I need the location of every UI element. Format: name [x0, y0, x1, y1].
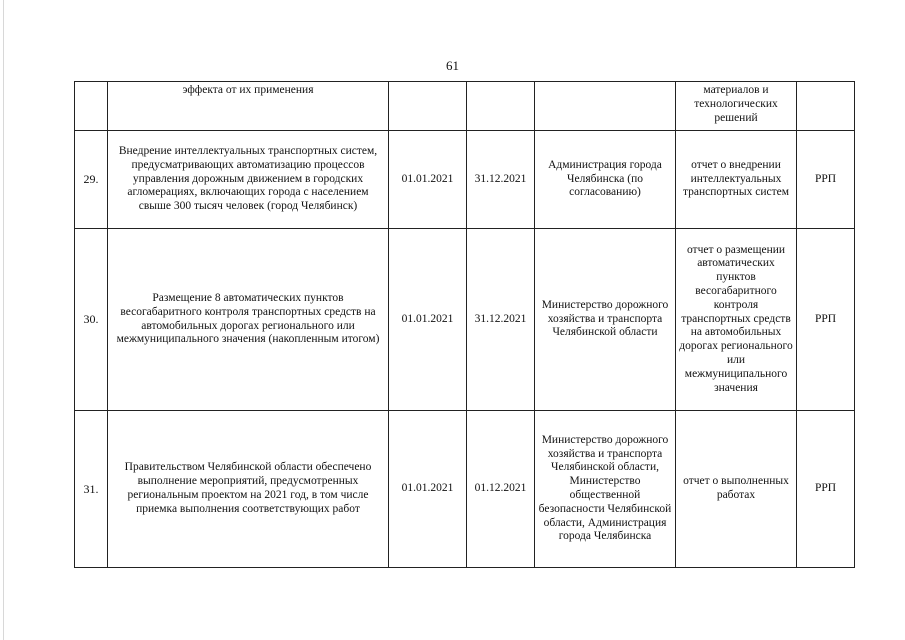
- cell-measure: Внедрение интеллектуальных транспортных систем, предусматривающих автоматизацию процессов управления дорожным движением в городских агломерациях, включающих города с населением свыше 300 тысяч человек (город Челябинск): [108, 131, 389, 229]
- page-edge: [3, 0, 4, 640]
- cell-num: [75, 82, 108, 131]
- cell-level: РРП: [797, 229, 855, 411]
- cell-responsible: Министерство дорожного хозяйства и транспорта Челябинской области: [535, 229, 676, 411]
- cell-measure: Правительством Челябинской области обеспечено выполнение мероприятий, предусмотренных региональным проектом на 2021 год, в том числе приемка выполнения соответствующих работ: [108, 411, 389, 568]
- cell-start: 01.01.2021: [389, 131, 467, 229]
- cell-num: 31.: [75, 411, 108, 568]
- cell-end: 31.12.2021: [467, 131, 535, 229]
- cell-level: РРП: [797, 131, 855, 229]
- cell-end: 31.12.2021: [467, 229, 535, 411]
- cell-start: 01.01.2021: [389, 411, 467, 568]
- page-number: 61: [446, 58, 459, 73]
- cell-responsible: Министерство дорожного хозяйства и транспорта Челябинской области, Министерство общественной безопасности Челябинской области, Администрация города Челябинска: [535, 411, 676, 568]
- table-row-continuation: [75, 82, 855, 131]
- cell-responsible: Администрация города Челябинска (по согласованию): [535, 131, 676, 229]
- cell-end: [467, 82, 535, 131]
- cell-num: 30.: [75, 229, 108, 411]
- cell-start: 01.01.2021: [389, 229, 467, 411]
- cell-num: 29.: [75, 131, 108, 229]
- table-row: [75, 229, 855, 411]
- cell-measure: Размещение 8 автоматических пунктов весогабаритного контроля транспортных средств на автомобильных дорогах регионального или межмуниципального значения (накопленным итогом): [108, 229, 389, 411]
- measures-table: [74, 81, 855, 568]
- cell-report: отчет о внедрении интеллектуальных транспортных систем: [676, 131, 797, 229]
- cell-responsible: [535, 82, 676, 131]
- cell-report: отчет о размещении автоматических пунктов весогабаритного контроля транспортных средств на автомобильных дорогах регионального или межмуниципального значения: [676, 229, 797, 411]
- table-row: [75, 131, 855, 229]
- cell-measure: эффекта от их применения: [108, 82, 389, 131]
- cell-report: отчет о выполненных работах: [676, 411, 797, 568]
- table-row: [75, 411, 855, 568]
- cell-start: [389, 82, 467, 131]
- cell-level: [797, 82, 855, 131]
- cell-level: РРП: [797, 411, 855, 568]
- cell-report: материалов и технологических решений: [676, 82, 797, 131]
- cell-end: 01.12.2021: [467, 411, 535, 568]
